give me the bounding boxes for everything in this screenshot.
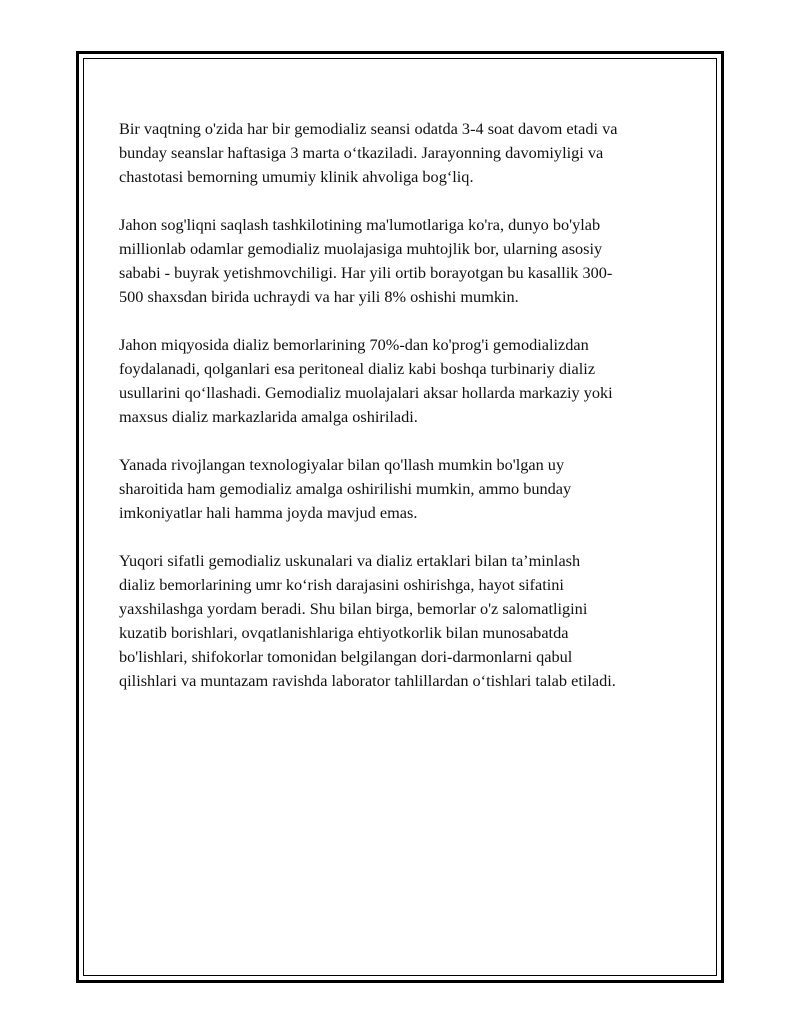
- paragraph-line: qilishlari va muntazam ravishda laborator tahlillardan o‘tishlari talab etiladi.: [119, 671, 616, 690]
- paragraph-global-usage: [119, 333, 689, 429]
- paragraph-line: chastotasi bemorning umumiy klinik ahvoliga bog‘liq.: [119, 167, 474, 186]
- paragraph-line: Bir vaqtning o'zida har bir gemodializ seansi odatda 3-4 soat davom etadi va: [119, 119, 618, 138]
- paragraph-line: dializ bemorlarining umr ko‘rish darajasini oshirishga, hayot sifatini: [119, 575, 564, 594]
- paragraph-daily-sessions: [119, 117, 689, 189]
- paragraph-line: kuzatib borishlari, ovqatlanishlariga ehtiyotkorlik bilan munosabatda: [119, 623, 569, 642]
- document-body: [119, 117, 689, 717]
- paragraph-line: Jahon miqyosida dializ bemorlarining 70%-dan ko'prog'i gemodializdan: [119, 335, 589, 354]
- paragraph-who-statistics: [119, 213, 689, 309]
- paragraph-line: yaxshilashga yordam beradi. Shu bilan birga, bemorlar o'z salomatligini: [119, 599, 588, 618]
- paragraph-line: usullarini qo‘llashadi. Gemodializ muolajalari aksar hollarda markaziy yoki: [119, 383, 613, 402]
- paragraph-line: sharoitida ham gemodializ amalga oshirilishi mumkin, ammo bunday: [119, 479, 572, 498]
- paragraph-line: Yanada rivojlangan texnologiyalar bilan qo'llash mumkin bo'lgan uy: [119, 455, 565, 474]
- paragraph-home-dialysis: [119, 453, 689, 525]
- paragraph-line: 500 shaxsdan birida uchraydi va har yili 8% oshishi mumkin.: [119, 287, 519, 306]
- paragraph-line: bunday seanslar haftasiga 3 marta o‘tkaziladi. Jarayonning davomiyligi va: [119, 143, 604, 162]
- paragraph-line: maxsus dializ markazlarida amalga oshiriladi.: [119, 407, 418, 426]
- paragraph-line: bo'lishlari, shifokorlar tomonidan belgilangan dori-darmonlarni qabul: [119, 647, 573, 666]
- paragraph-line: millionlab odamlar gemodializ muolajasiga muhtojlik bor, ularning asosiy: [119, 239, 603, 258]
- paragraph-line: foydalanadi, qolganlari esa peritoneal dializ kabi boshqa turbinariy dializ: [119, 359, 596, 378]
- paragraph-quality-equipment: [119, 549, 689, 693]
- paragraph-line: Jahon sog'liqni saqlash tashkilotining ma'lumotlariga ko'ra, dunyo bo'ylab: [119, 215, 601, 234]
- paragraph-line: sababi - buyrak yetishmovchiligi. Har yili ortib borayotgan bu kasallik 300-: [119, 263, 613, 282]
- paragraph-line: Yuqori sifatli gemodializ uskunalari va dializ ertaklari bilan ta’minlash: [119, 551, 581, 570]
- paragraph-line: imkoniyatlar hali hamma joyda mavjud emas.: [119, 503, 418, 522]
